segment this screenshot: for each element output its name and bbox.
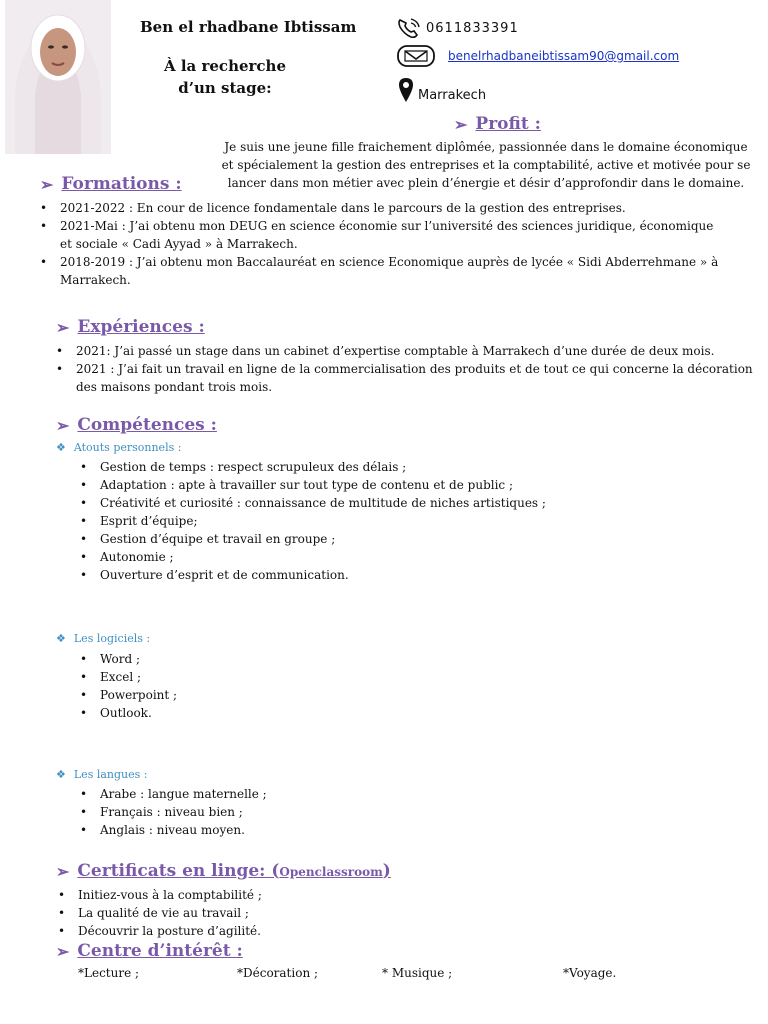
certificats-list xyxy=(56,886,456,940)
formations-title: Formations : xyxy=(61,174,182,194)
langues-title: Les langues : xyxy=(73,768,148,781)
interest-item: *Lecture ; xyxy=(78,966,140,980)
list-item: • 2018-2019 : J’ai obtenu mon Baccalauréat en science Economique auprès de lycée « Sidi Abderrehmane » à Marrakech. xyxy=(38,253,728,289)
list-item: • 2021-2022 : En cour de licence fondamentale dans le parcours de la gestion des entreprises. xyxy=(38,199,728,217)
list-item: • Arabe : langue maternelle ; xyxy=(78,785,378,803)
list-item: • Autonomie ; xyxy=(78,548,558,566)
logiciels-title: Les logiciels : xyxy=(73,632,151,645)
atouts-list xyxy=(78,458,558,584)
goal-line-2: d’un stage: xyxy=(178,79,272,97)
list-item: • Anglais : niveau moyen. xyxy=(78,821,378,839)
profile-photo xyxy=(5,0,111,154)
list-item: • Français : niveau bien ; xyxy=(78,803,378,821)
profil-heading xyxy=(454,114,541,134)
interest-item: *Voyage. xyxy=(563,966,617,980)
contact-city xyxy=(398,76,486,103)
formations-list xyxy=(38,199,728,289)
list-item: • Powerpoint ; xyxy=(78,686,278,704)
interest-item: *Décoration ; xyxy=(237,966,319,980)
diamond-bullet-icon: ❖ xyxy=(56,632,66,645)
logiciels-subheading xyxy=(56,632,150,645)
arrow-bullet-icon: ➢ xyxy=(56,941,70,961)
atouts-title: Atouts personnels : xyxy=(73,441,182,454)
portrait-image xyxy=(5,0,111,154)
arrow-bullet-icon: ➢ xyxy=(40,174,54,194)
langues-subheading xyxy=(56,768,147,781)
diamond-bullet-icon: ❖ xyxy=(56,768,66,781)
list-item: • La qualité de vie au travail ; xyxy=(56,904,456,922)
list-item: • 2021-Mai : J’ai obtenu mon DEUG en science économie sur l’université des sciences juridique, économique et sociale « Cadi Ayyad » à Marrakech. xyxy=(38,217,728,253)
profil-text: Je suis une jeune fille fraichement diplômée, passionnée dans le domaine économique et spécialement la gestion des entreprises et la comptabilité, active et motivée pour se lancer dans mon métier avec plein d’énergie et désir d’approfondir dans le domaine. xyxy=(221,140,751,190)
formations-heading xyxy=(40,174,182,194)
list-item: • Esprit d’équipe; xyxy=(78,512,558,530)
interets-title: Centre d’intérêt : xyxy=(77,941,243,961)
experiences-title: Expériences : xyxy=(77,317,205,337)
certificats-provider: Openclassroom xyxy=(279,865,383,879)
goal-line-1: À la recherche xyxy=(163,57,286,75)
email-link[interactable]: benelrhadbaneibtissam90@gmail.com xyxy=(448,49,680,63)
certificats-title-text: Certificats en linge: ( xyxy=(77,861,280,881)
arrow-bullet-icon: ➢ xyxy=(56,861,70,881)
arrow-bullet-icon: ➢ xyxy=(454,114,468,134)
list-item: • 2021 : J’ai fait un travail en ligne de la commercialisation des produits et de tout ce qui concerne la décoration des maisons pondant trois mois. xyxy=(54,360,758,396)
list-item: • Découvrir la posture d’agilité. xyxy=(56,922,456,940)
interest-item: * Musique ; xyxy=(382,966,453,980)
list-item: • Gestion d’équipe et travail en groupe ; xyxy=(78,530,558,548)
phone-number: 0611833391 xyxy=(426,20,519,36)
profil-title: Profit : xyxy=(475,114,541,134)
candidate-name: Ben el rhadbane Ibtissam xyxy=(140,18,357,36)
job-goal xyxy=(160,55,290,99)
contact-phone xyxy=(396,16,519,40)
list-item: • Gestion de temps : respect scrupuleux des délais ; xyxy=(78,458,558,476)
langues-list xyxy=(78,785,378,839)
certificats-title xyxy=(77,861,390,881)
competences-title: Compétences : xyxy=(77,415,217,435)
envelope-icon xyxy=(396,44,436,68)
atouts-subheading xyxy=(56,441,181,454)
list-item: • Outlook. xyxy=(78,704,278,722)
experiences-list xyxy=(54,342,758,396)
certificats-heading xyxy=(56,861,391,881)
list-item: • Ouverture d’esprit et de communication. xyxy=(78,566,558,584)
arrow-bullet-icon: ➢ xyxy=(56,415,70,435)
experiences-heading xyxy=(56,317,205,337)
list-item: • Word ; xyxy=(78,650,278,668)
phone-icon xyxy=(396,16,422,40)
interets-heading xyxy=(56,941,243,961)
arrow-bullet-icon: ➢ xyxy=(56,317,70,337)
competences-heading xyxy=(56,415,217,435)
certificats-close: ) xyxy=(382,861,391,881)
contact-email xyxy=(396,44,679,68)
list-item: • Excel ; xyxy=(78,668,278,686)
list-item: • Adaptation : apte à travailler sur tout type de contenu et de public ; xyxy=(78,476,558,494)
logiciels-list xyxy=(78,650,278,722)
list-item: • Créativité et curiosité : connaissance de multitude de niches artistiques ; xyxy=(78,494,558,512)
list-item: • Initiez-vous à la comptabilité ; xyxy=(56,886,456,904)
list-item: • 2021: J’ai passé un stage dans un cabinet d’expertise comptable à Marrakech d’une durée de deux mois. xyxy=(54,342,758,360)
diamond-bullet-icon: ❖ xyxy=(56,441,66,454)
city-name: Marrakech xyxy=(418,88,487,103)
location-pin-icon xyxy=(398,77,414,103)
